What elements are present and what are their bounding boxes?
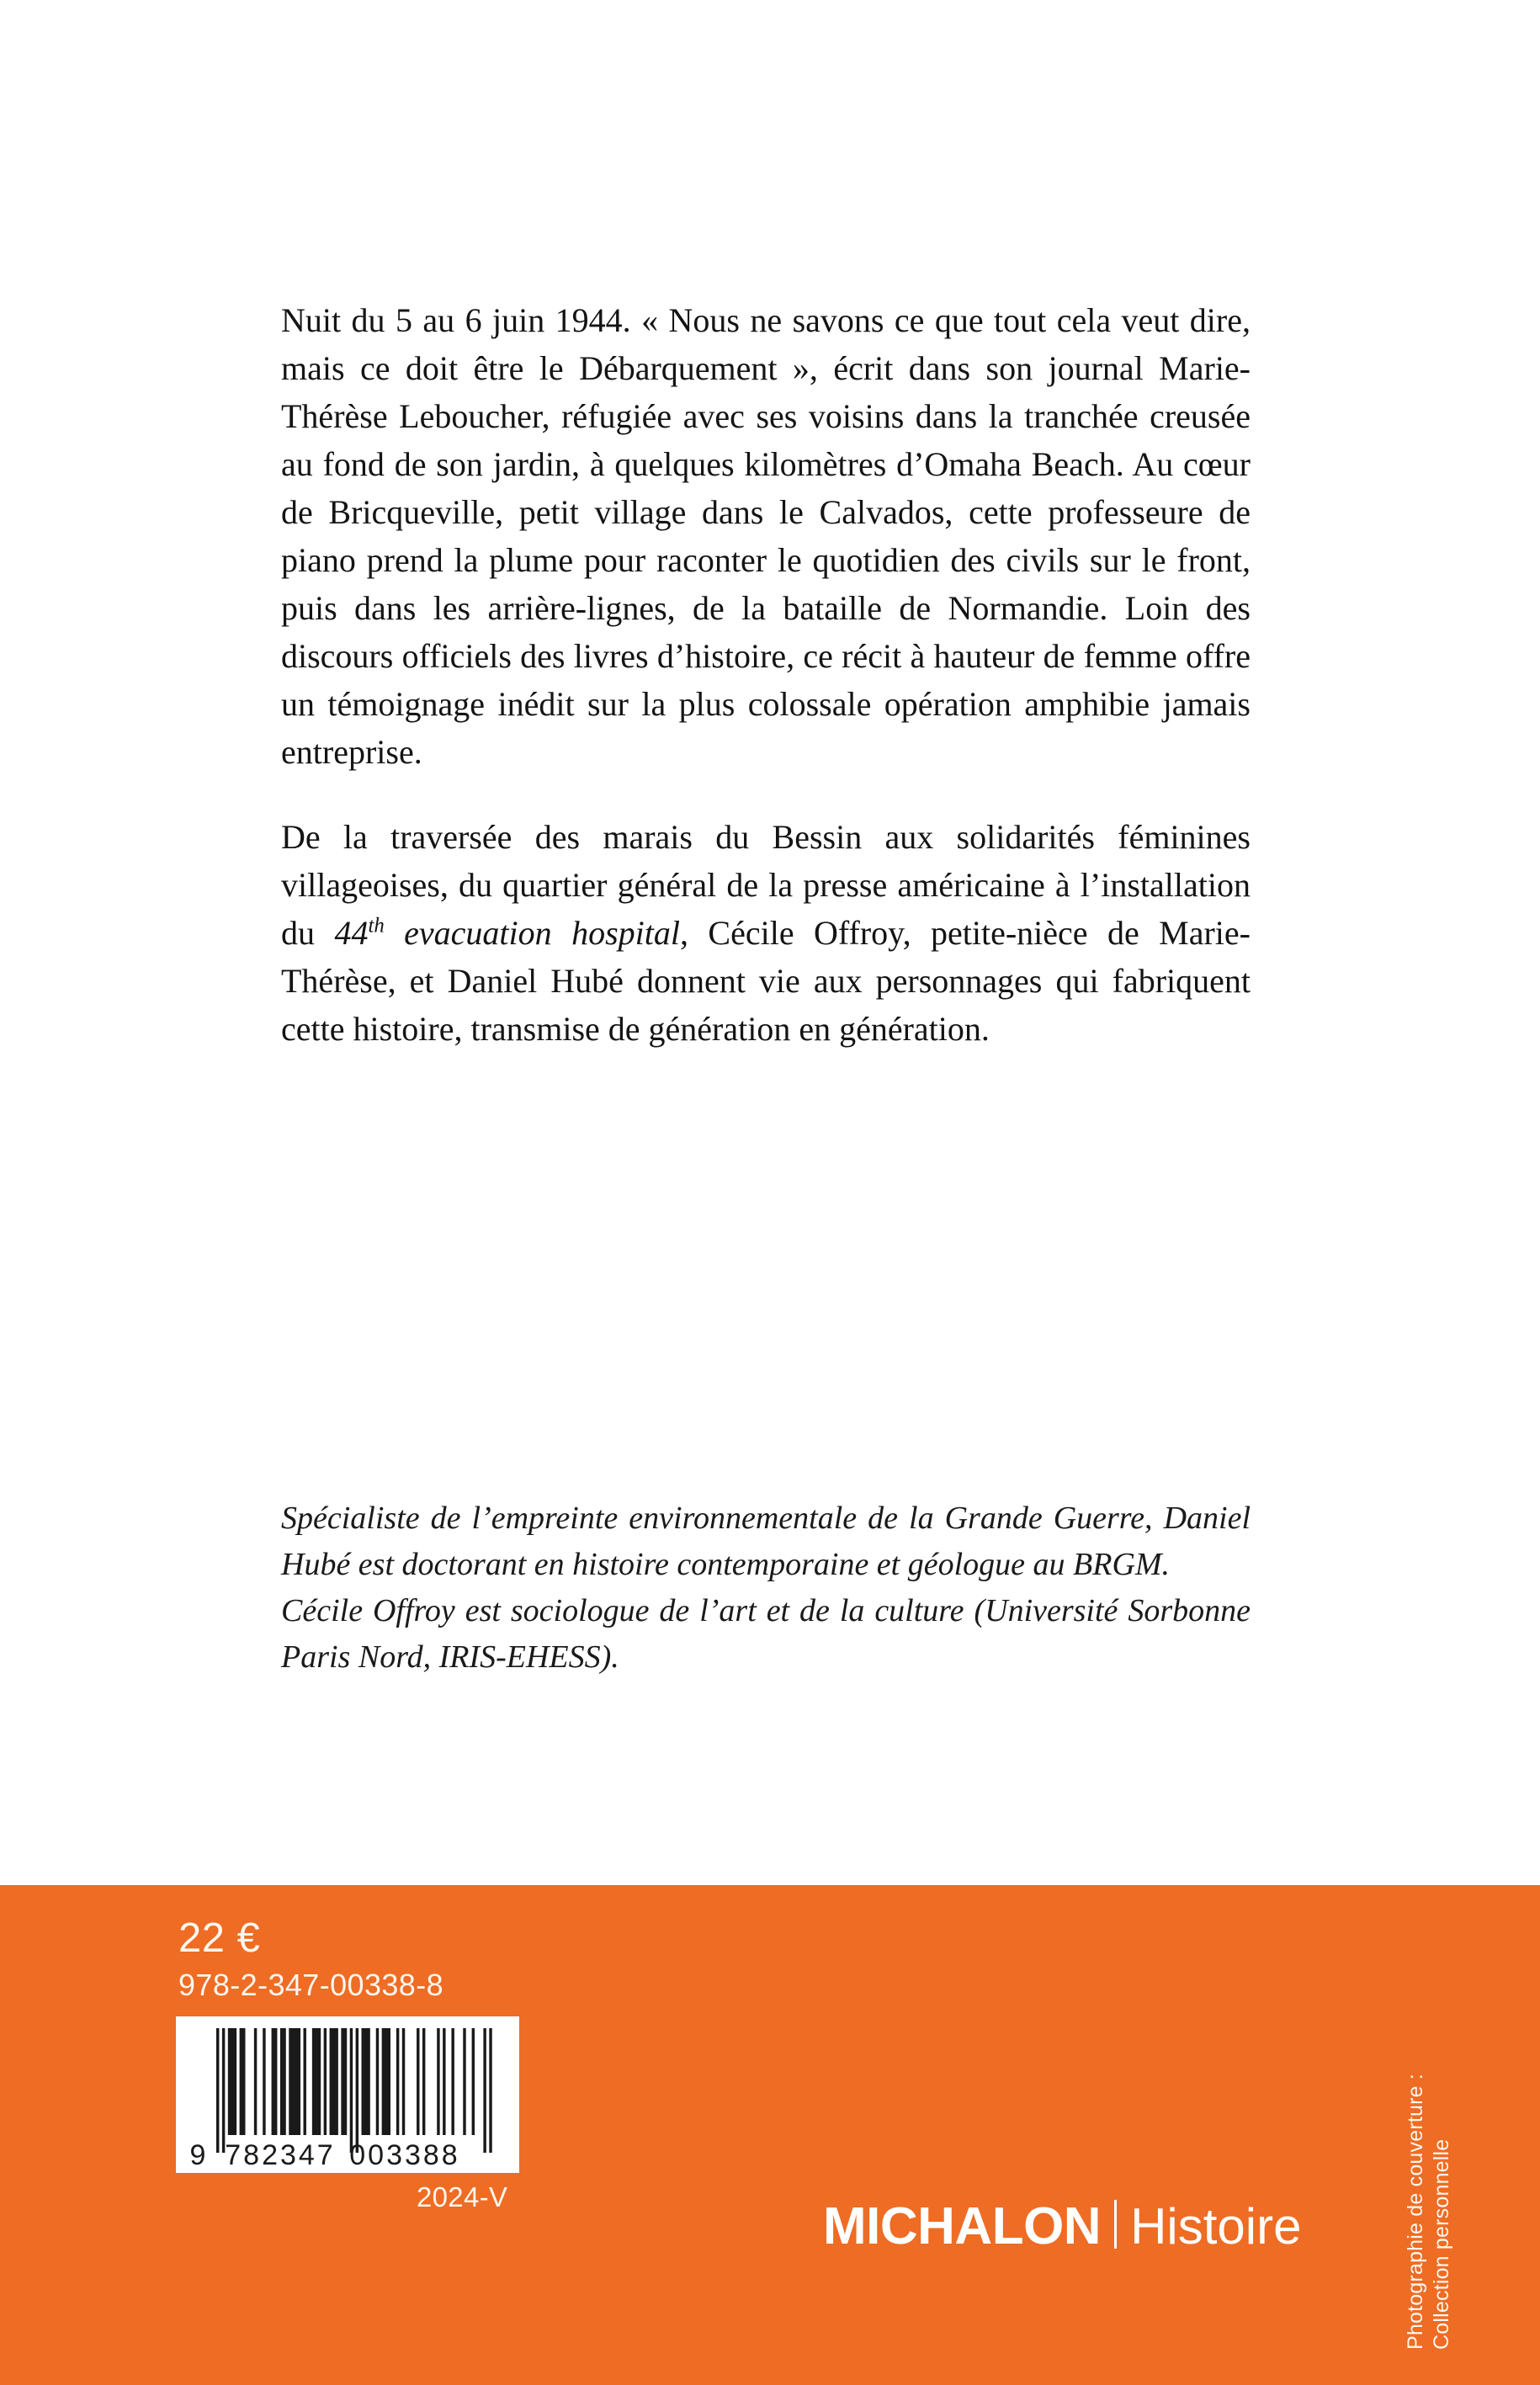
- blurb-paragraph-1: Nuit du 5 au 6 juin 1944. « Nous ne savons ce que tout cela veut dire, mais ce doit être le Débarquement », écrit dans son journal Marie-Thérèse Leboucher, réfugiée avec ses voisins dans la tranchée creusée au fond de son jardin, à quelques kilomètres d’Omaha Beach. Au cœur de Bricqueville, petit village dans le Calvados, cette professeure de piano prend la plume pour raconter le quotidien des civils sur le front, puis dans les arrière-lignes, de la bataille de Normandie. Loin des discours officiels des livres d’histoire, ce récit à hauteur de femme offre un témoignage inédit sur la plus colossale opération amphibie jamais entreprise.: [281, 301, 1251, 771]
- publisher-name: MICHALON: [823, 2197, 1102, 2255]
- publisher-collection: Histoire: [1130, 2198, 1302, 2255]
- author-bio-line-1: Spécialiste de l’empreinte environnementale de la Grande Guerre, Daniel Hubé est doctorant en histoire contemporaine et géologue au BRGM.: [281, 1501, 1251, 1582]
- barcode-group-left: 782347: [225, 2139, 336, 2171]
- barcode-digit-first: 9: [189, 2139, 206, 2171]
- edition-code-label: 2024-V: [417, 2181, 508, 2212]
- barcode-graphic: [176, 2016, 519, 2173]
- publisher-logo: [823, 2195, 1301, 2253]
- barcode-group-right: 003388: [349, 2139, 460, 2171]
- price-label: 22 €: [178, 1915, 261, 1961]
- blurb-text-block: [281, 296, 1251, 1053]
- logo-divider: [1114, 2200, 1117, 2249]
- isbn-label: 978-2-347-00338-8: [178, 1968, 444, 2002]
- ean13-barcode: [176, 2016, 519, 2173]
- cover-credit-line-2: Collection personnelle: [1430, 2138, 1453, 2350]
- cover-credit-line-1: Photographie de couverture :: [1404, 2073, 1427, 2350]
- blurb-paragraph-2: De la traversée des marais du Bessin aux solidarités féminines villageoises, du quartier général de la presse américaine à l’installation du 44th evacuation hospital, Cécile Offroy, petite-nièce de Marie-Thérèse, et Daniel Hubé donnent vie aux personnages qui fabriquent cette histoire, transmise de génération en génération.: [281, 818, 1251, 1048]
- author-bio-line-2: Cécile Offroy est sociologue de l’art et de la culture (Université Sorbonne Paris Nord, IRIS-EHESS).: [281, 1593, 1251, 1675]
- author-bio-block: [281, 1495, 1251, 1681]
- cover-credit-block: [1404, 1929, 1479, 2350]
